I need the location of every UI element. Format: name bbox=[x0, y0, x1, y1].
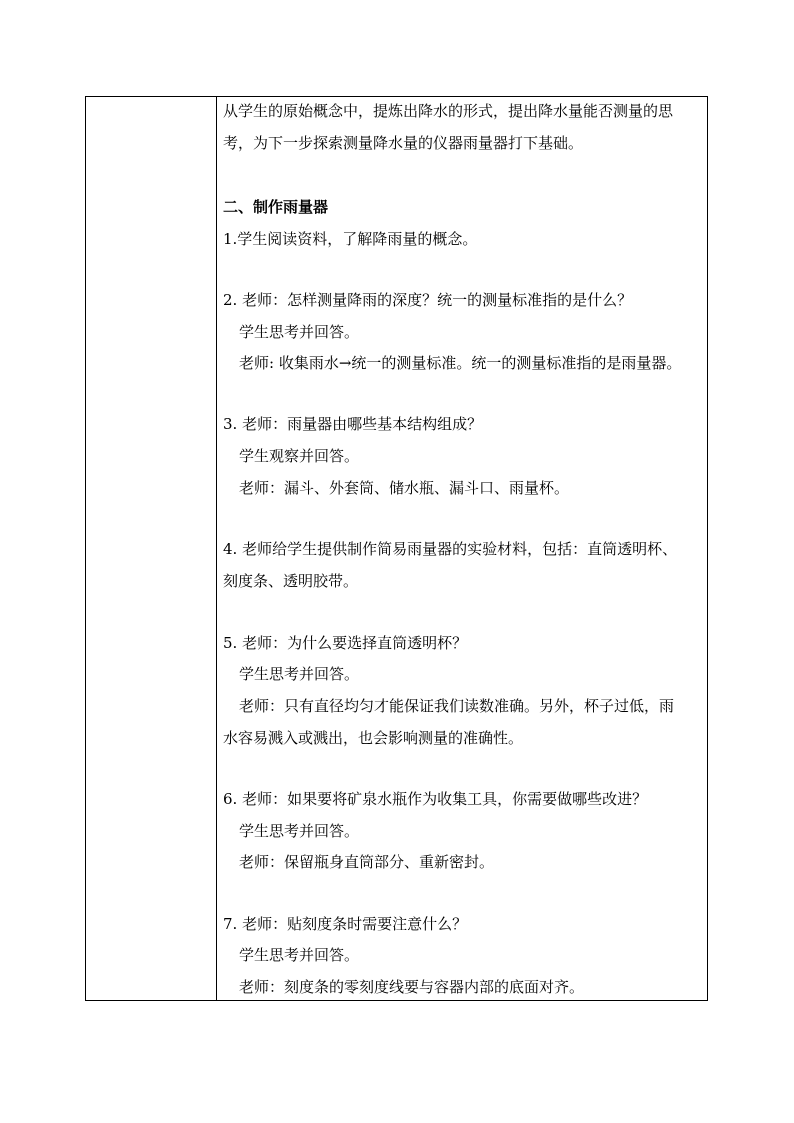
item-1: 1.学生阅读资料，了解降雨量的概念。 bbox=[223, 230, 478, 248]
item-3-student: 学生观察并回答。 bbox=[239, 447, 360, 465]
intro-line-1: 从学生的原始概念中，提炼出降水的形式，提出降水量能否测量的思 bbox=[223, 102, 674, 120]
item-4-line-1: 4. 老师给学生提供制作简易雨量器的实验材料，包括：直筒透明杯、 bbox=[223, 540, 678, 558]
table-content-cell bbox=[217, 97, 707, 1000]
item-2-answer: 老师: 收集雨水→统一的测量标准。统一的测量标准指的是雨量器。 bbox=[239, 354, 682, 372]
item-6-answer: 老师：保留瓶身直筒部分、重新密封。 bbox=[239, 853, 495, 871]
item-6-student: 学生思考并回答。 bbox=[239, 822, 360, 840]
item-2-student: 学生思考并回答。 bbox=[239, 323, 360, 341]
item-2-question: 2. 老师：怎样测量降雨的深度？统一的测量标准指的是什么？ bbox=[223, 291, 633, 309]
lesson-table bbox=[85, 96, 708, 1001]
item-5-answer-2: 水容易溅入或溅出，也会影响测量的准确性。 bbox=[223, 729, 524, 747]
item-4-line-2: 刻度条、透明胶带。 bbox=[223, 572, 359, 590]
item-3-question: 3. 老师：雨量器由哪些基本结构组成？ bbox=[223, 415, 483, 433]
item-5-answer-1: 老师：只有直径均匀才能保证我们读数准确。另外，杯子过低，雨 bbox=[239, 697, 675, 715]
item-7-student: 学生思考并回答。 bbox=[239, 946, 360, 964]
item-3-answer: 老师：漏斗、外套筒、储水瓶、漏斗口、雨量杯。 bbox=[239, 479, 570, 497]
section-heading: 二、制作雨量器 bbox=[223, 198, 329, 216]
item-5-question: 5. 老师：为什么要选择直筒透明杯？ bbox=[223, 634, 468, 652]
intro-line-2: 考，为下一步探索测量降水量的仪器雨量器打下基础。 bbox=[223, 134, 584, 152]
item-7-answer: 老师：刻度条的零刻度线要与容器内部的底面对齐。 bbox=[239, 978, 585, 996]
item-6-question: 6. 老师：如果要将矿泉水瓶作为收集工具，你需要做哪些改进？ bbox=[223, 790, 648, 808]
item-7-question: 7. 老师：贴刻度条时需要注意什么？ bbox=[223, 915, 468, 933]
item-5-student: 学生思考并回答。 bbox=[239, 665, 360, 683]
table-left-cell bbox=[86, 97, 217, 1000]
